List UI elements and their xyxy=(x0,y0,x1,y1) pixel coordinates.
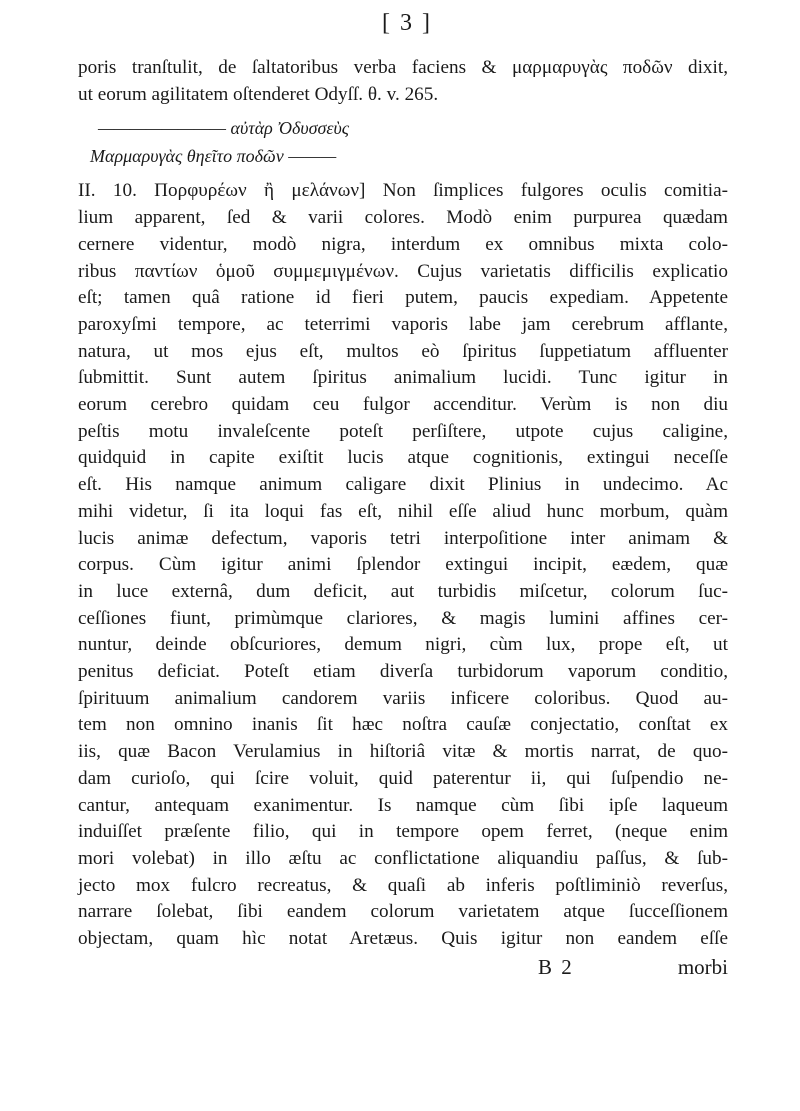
text-line: narrare ſolebat, ſibi eandem colorum varietatem atque ſucceſſionem xyxy=(78,901,728,923)
text-line: ceſſiones fiunt, primùmque clariores, & magis lumini affines cer- xyxy=(78,607,728,629)
text-line: ut eorum agilitatem oſtenderet Odyſſ. θ. v. 265. xyxy=(78,83,439,105)
text-line: paroxyſmi tempore, ac teterrimi vaporis labe jam cerebrum afflante, xyxy=(78,313,728,335)
text-line: eſt; tamen quâ ratione id fieri putem, paucis expediam. Appetente xyxy=(78,287,728,309)
text-line: mihi videtur, ſi ita loqui fas eſt, nihil eſſe aliud hunc morbum, quàm xyxy=(78,500,728,522)
text-line: peſtis motu invaleſcente poteſt perſiſtere, utpote cujus caligine, xyxy=(78,420,728,442)
book-page xyxy=(78,10,728,985)
text-line: jecto mox fulcro recreatus, & quaſi ab inferis poſtliminiò reverſus, xyxy=(78,874,728,896)
greek-quote-line: Μαρμαρυγὰς θηεῖτο ποδῶν ——— xyxy=(90,146,337,167)
text-line: eſt. His namque animum caligare dixit Plinius in undecimo. Ac xyxy=(78,474,728,496)
text-line: ſubmittit. Sunt autem ſpiritus animalium lucidi. Tunc igitur in xyxy=(78,367,728,389)
catchword: morbi xyxy=(677,954,728,979)
text-line: cernere videntur, modò nigra, interdum ex omnibus mixta colo- xyxy=(78,233,728,255)
signature-mark: B 2 xyxy=(538,954,574,979)
text-line: quidquid in capite exiſtit lucis atque cognitionis, extingui neceſſe xyxy=(78,447,728,469)
text-line: mori volebat) in illo æſtu ac conflictatione aliquandiu paſſus, & ſub- xyxy=(78,847,728,869)
text-line: corpus. Cùm igitur animi ſplendor extingui incipit, eædem, quæ xyxy=(78,554,728,576)
text-line: iis, quæ Bacon Verulamius in hiſtoriâ vitæ & mortis narrat, de quo- xyxy=(78,741,728,763)
page-number: [ 3 ] xyxy=(382,10,432,36)
text-line: eorum cerebro quidam ceu fulgor accenditur. Verùm is non diu xyxy=(78,394,728,416)
text-line: cantur, antequam exanimentur. Is namque cùm ſibi ipſe laqueum xyxy=(78,794,728,816)
text-line: in luce externâ, dum deficit, aut turbidis miſcetur, colorum ſuc- xyxy=(78,580,728,602)
text-line: objectam, quam hìc notat Aretæus. Quis igitur non eandem eſſe xyxy=(78,928,728,950)
text-line: lium apparent, ſed & varii colores. Modò enim purpurea quædam xyxy=(78,207,728,229)
text-line: nuntur, deinde obſcuriores, demum nigri, cùm lux, prope eſt, ut xyxy=(78,634,728,656)
text-line: induiſſet præſente filio, qui in tempore opem ferret, (neque enim xyxy=(78,821,728,843)
text-line: natura, ut mos ejus eſt, multos eò ſpiritus ſuppetiatum affluenter xyxy=(78,340,728,362)
greek-quote-line: ———————— αὐτὰρ Ὀδυσσεὺς xyxy=(98,118,350,139)
text-line: dam curioſo, qui ſcire voluit, quid paterentur ii, qui ſuſpendio ne- xyxy=(78,767,728,789)
page-footer xyxy=(78,955,728,985)
text-line: II. 10. Πορφυρέων ἢ μελάνων] Non ſimplices fulgores oculis comitia- xyxy=(78,180,728,202)
text-line: poris tranſtulit, de ſaltatoribus verba faciens & μαρμαρυγὰς ποδῶν dixit, xyxy=(78,57,728,78)
text-line: penitus deficiat. Poteſt etiam diverſa turbidorum vaporum conditio, xyxy=(78,661,728,683)
text-line: ſpirituum animalium candorem variis inficere coloribus. Quod au- xyxy=(78,687,728,709)
text-line: ribus παντίων ὁμοῦ συμμεμιγμένων. Cujus varietatis difficilis explicatio xyxy=(78,260,728,282)
text-line: tem non omnino inanis ſit hæc noſtra cauſæ conjectatio, conſtat ex xyxy=(78,714,728,736)
text-line: lucis animæ defectum, vaporis tetri interpoſitione inter animam & xyxy=(78,527,728,549)
